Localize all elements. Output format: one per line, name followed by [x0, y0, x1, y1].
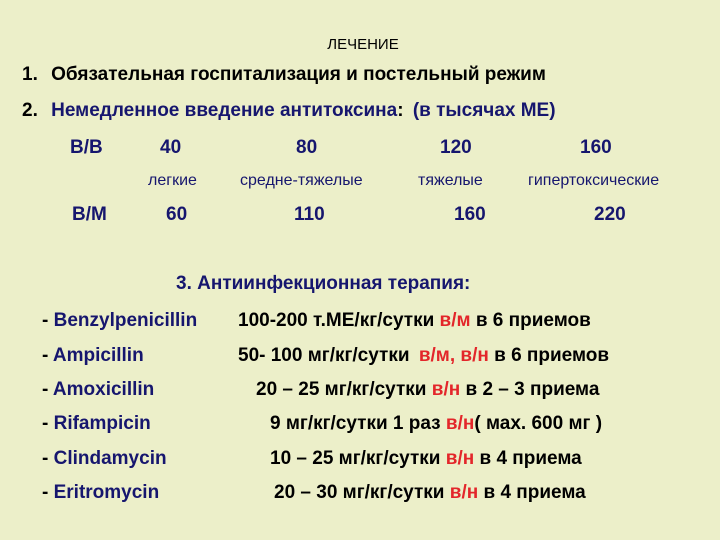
- im-dose-hypertoxic: 220: [594, 204, 626, 225]
- drug-name: Benzylpenicillin: [53, 310, 198, 331]
- drug-dash: -: [42, 345, 49, 366]
- drug-dosage: [274, 482, 586, 504]
- drug-route: в/н: [431, 379, 461, 400]
- drug-row: [42, 379, 154, 401]
- drug-route: в/м, в/н: [418, 345, 489, 366]
- im-dose-moderate: 110: [294, 204, 325, 225]
- treatment-item-2: [22, 100, 556, 122]
- drug-name: Rifampicin: [53, 413, 151, 434]
- severity-severe: тяжелые: [418, 172, 483, 189]
- drug-dosage: [238, 310, 591, 332]
- drug-dose: 20 – 25 мг/кг/сутки: [256, 379, 427, 400]
- drug-dosage: [270, 413, 602, 435]
- antiinfective-heading: 3. Антиинфекционная терапия:: [176, 273, 471, 294]
- drug-dose: 9 мг/кг/сутки 1 раз: [270, 413, 441, 434]
- drug-row: [42, 482, 159, 504]
- im-label: В/М: [72, 204, 107, 225]
- drug-frequency: в 6 приемов: [494, 345, 610, 366]
- drug-frequency: в 4 приема: [479, 448, 582, 469]
- drug-name: Amoxicillin: [52, 379, 155, 400]
- drug-dose: 10 – 25 мг/кг/сутки: [270, 448, 441, 469]
- iv-dose-hypertoxic: 160: [580, 137, 612, 158]
- drug-name: Clindamycin: [53, 448, 167, 469]
- treatment-item-1: [22, 64, 546, 86]
- severity-light: легкие: [148, 172, 197, 189]
- drug-frequency: в 6 приемов: [475, 310, 591, 331]
- item-number: 1.: [22, 64, 38, 85]
- item-colon: :: [397, 100, 404, 121]
- im-dose-severe: 160: [454, 204, 486, 225]
- drug-name: Eritromycin: [53, 482, 160, 503]
- drug-route: в/н: [449, 482, 479, 503]
- drug-dose: 20 – 30 мг/кг/сутки: [274, 482, 445, 503]
- iv-dose-moderate: 80: [296, 137, 318, 158]
- page-title: ЛЕЧЕНИЕ: [327, 36, 399, 53]
- item-text: Немедленное введение антитоксина: [51, 100, 398, 121]
- iv-dose-severe: 120: [440, 137, 472, 158]
- severity-hypertoxic: гипертоксические: [528, 172, 660, 189]
- drug-row: [42, 345, 144, 367]
- drug-dosage: [270, 448, 582, 470]
- drug-row: [42, 310, 197, 332]
- iv-dose-light: 40: [160, 137, 182, 158]
- drug-dash: -: [42, 310, 49, 331]
- drug-frequency: в 4 приема: [483, 482, 586, 503]
- drug-dash: -: [42, 413, 49, 434]
- drug-route: в/м: [439, 310, 471, 331]
- drug-route: в/н: [445, 413, 475, 434]
- drug-name: Ampicillin: [52, 345, 144, 366]
- drug-dash: -: [42, 482, 49, 503]
- drug-dosage: [256, 379, 599, 401]
- im-dose-light: 60: [166, 204, 188, 225]
- drug-route: в/н: [445, 448, 475, 469]
- drug-row: [42, 413, 151, 435]
- drug-frequency: в 2 – 3 приема: [465, 379, 600, 400]
- drug-dose: 100-200 т.МЕ/кг/сутки: [238, 310, 435, 331]
- item-text: Обязательная госпитализация и постельный режим: [51, 64, 546, 85]
- item-number: 2.: [22, 100, 38, 121]
- drug-dash: -: [42, 379, 49, 400]
- item-units: (в тысячах МЕ): [412, 100, 556, 121]
- drug-frequency: ( мах. 600 мг ): [474, 413, 603, 434]
- drug-row: [42, 448, 167, 470]
- drug-dose: 50- 100 мг/кг/сутки: [238, 345, 410, 366]
- severity-moderate: средне-тяжелые: [240, 172, 363, 189]
- iv-label: В/В: [70, 137, 103, 158]
- drug-dash: -: [42, 448, 49, 469]
- drug-dosage: [238, 345, 609, 367]
